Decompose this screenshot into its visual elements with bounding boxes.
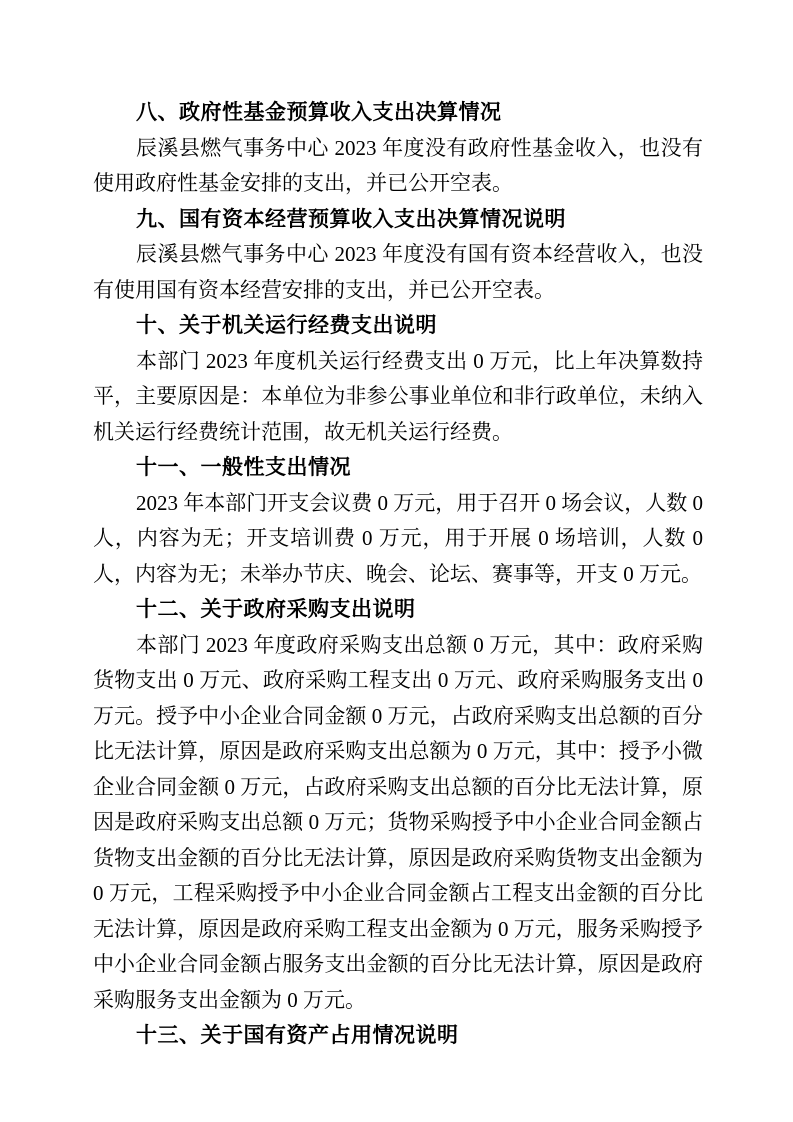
section-heading-government-fund-budget: 八、政府性基金预算收入支出决算情况 <box>136 101 502 124</box>
section-paragraph-general-expenditure: 2023 年本部门开支会议费 0 万元，用于召开 0 场会议，人数 0 人，内容为无；开支培训费 0 万元，用于开展 0 场培训，人数 0 人，内容为无；未举办节庆、晚会、论坛、赛事等，开支 0 万元。 <box>93 490 703 586</box>
section-paragraph-government-fund-budget: 辰溪县燃气事务中心 2023 年度没有政府性基金收入，也没有使用政府性基金安排的支出，并已公开空表。 <box>93 135 703 195</box>
section-paragraph-government-procurement: 本部门 2023 年度政府采购支出总额 0 万元，其中：政府采购货物支出 0 万元、政府采购工程支出 0 万元、政府采购服务支出 0 万元。授予中小企业合同金额 0 万元，占政府采购支出总额的百分比无法计算，原因是政府采购支出总额为 0 万元，其中：授予小微企业合同金额 0 万元，占政府采购支出总额的百分比无法计算，原因是政府采购支出总额 0 万元；货物采购授予中小企业合同金额占货物支出金额的百分比无法计算，原因是政府采购货物支出金额为 0 万元，工程采购授予中小企业合同金额占工程支出金额的百分比无法计算，原因是政府采购工程支出金额为 0 万元，服务采购授予中小企业合同金额占服务支出金额的百分比无法计算，原因是政府采购服务支出金额为 0 万元。 <box>93 632 703 1012</box>
section-heading-state-capital-operation: 九、国有资本经营预算收入支出决算情况说明 <box>136 207 566 231</box>
section-heading-state-owned-assets: 十三、关于国有资产占用情况说明 <box>136 1024 459 1047</box>
section-heading-general-expenditure: 十一、一般性支出情况 <box>136 456 351 479</box>
section-paragraph-state-capital-operation: 辰溪县燃气事务中心 2023 年度没有国有资本经营收入，也没有使用国有资本经营安排的支出，并已公开空表。 <box>93 242 703 302</box>
section-heading-government-procurement: 十二、关于政府采购支出说明 <box>136 598 416 621</box>
section-heading-agency-operating-expenses: 十、关于机关运行经费支出说明 <box>136 314 437 337</box>
section-paragraph-agency-operating-expenses: 本部门 2023 年度机关运行经费支出 0 万元，比上年决算数持平，主要原因是：本单位为非参公事业单位和非行政单位，未纳入机关运行经费统计范围，故无机关运行经费。 <box>93 348 703 444</box>
